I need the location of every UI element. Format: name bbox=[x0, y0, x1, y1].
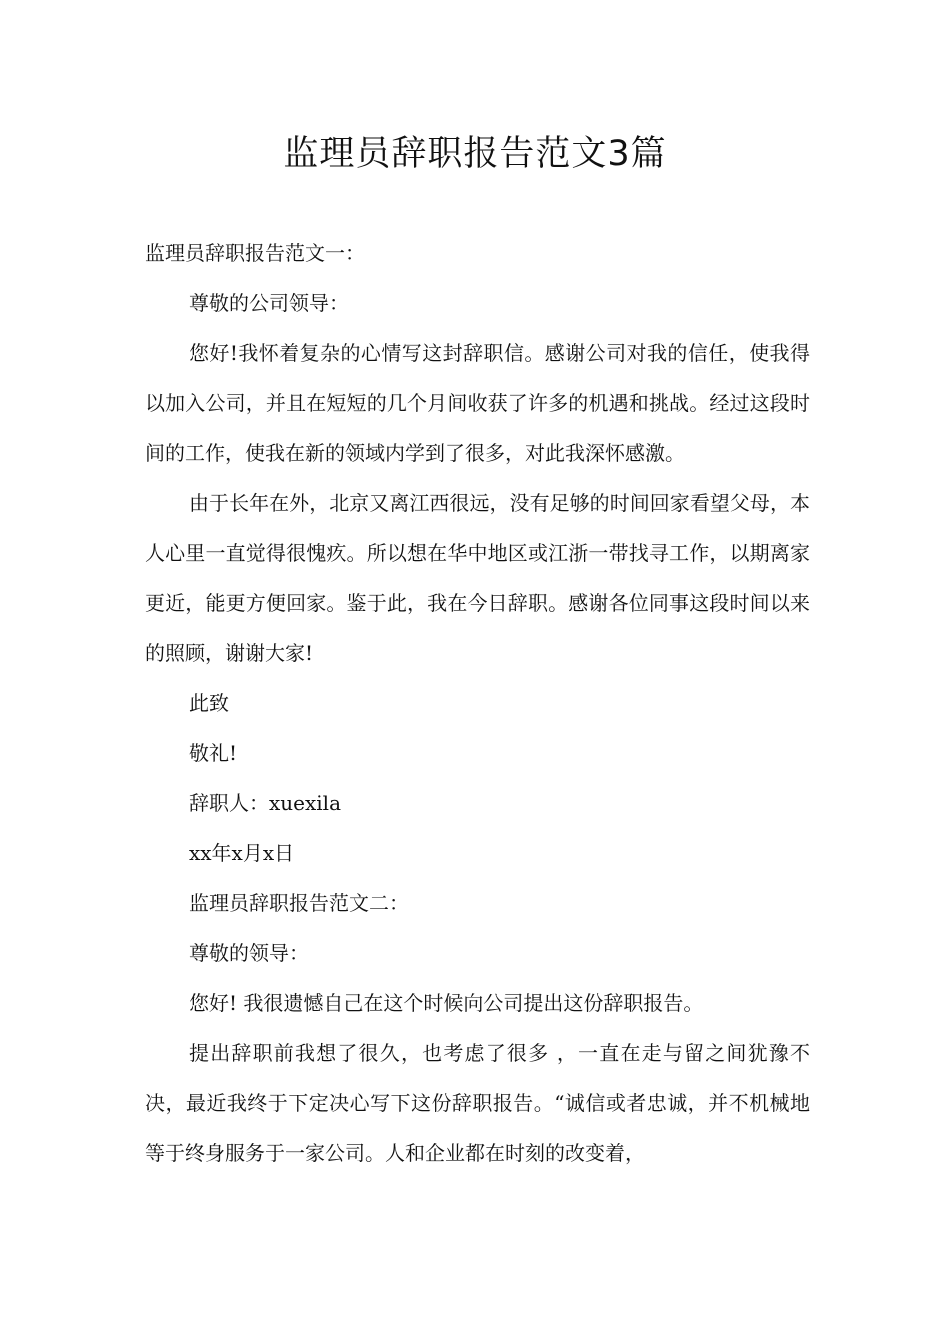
body-paragraph: 提出辞职前我想了很久，也考虑了很多 ，一直在走与留之间犹豫不决，最近我终于下定决心写下这份辞职报告。“诚信或者忠诚，并不机械地等于终身服务于一家公司。人和企业都在时刻的改变着， bbox=[145, 1041, 810, 1165]
salutation-two: 尊敬的领导： bbox=[189, 941, 309, 965]
body-paragraph: 由于长年在外，北京又离江西很远，没有足够的时间回家看望父母，本人心里一直觉得很愧疚。所以想在华中地区或江浙一带找寻工作，以期离家更近，能更方便回家。鉴于此，我在今日辞职。感谢各位同事这段时间以来的照顾，谢谢大家! bbox=[145, 491, 810, 665]
section-heading-two: 监理员辞职报告范文二： bbox=[189, 891, 409, 915]
section-heading-one: 监理员辞职报告范文一： bbox=[145, 241, 365, 265]
date-line: xx年x月x日 bbox=[189, 841, 295, 865]
document-body bbox=[145, 228, 810, 1178]
signature-line: 辞职人：xuexila bbox=[189, 791, 341, 815]
closing-line: 此致 bbox=[189, 691, 229, 715]
salutation-one: 尊敬的公司领导： bbox=[189, 291, 349, 315]
body-paragraph: 您好! 我很遗憾自己在这个时候向公司提出这份辞职报告。 bbox=[189, 991, 704, 1015]
closing-salute: 敬礼! bbox=[189, 741, 238, 765]
document-title: 监理员辞职报告范文3篇 bbox=[283, 134, 667, 174]
body-paragraph: 您好!我怀着复杂的心情写这封辞职信。感谢公司对我的信任，使我得以加入公司，并且在短短的几个月间收获了许多的机遇和挑战。经过这段时间的工作，使我在新的领域内学到了很多，对此我深怀感激。 bbox=[145, 341, 810, 465]
